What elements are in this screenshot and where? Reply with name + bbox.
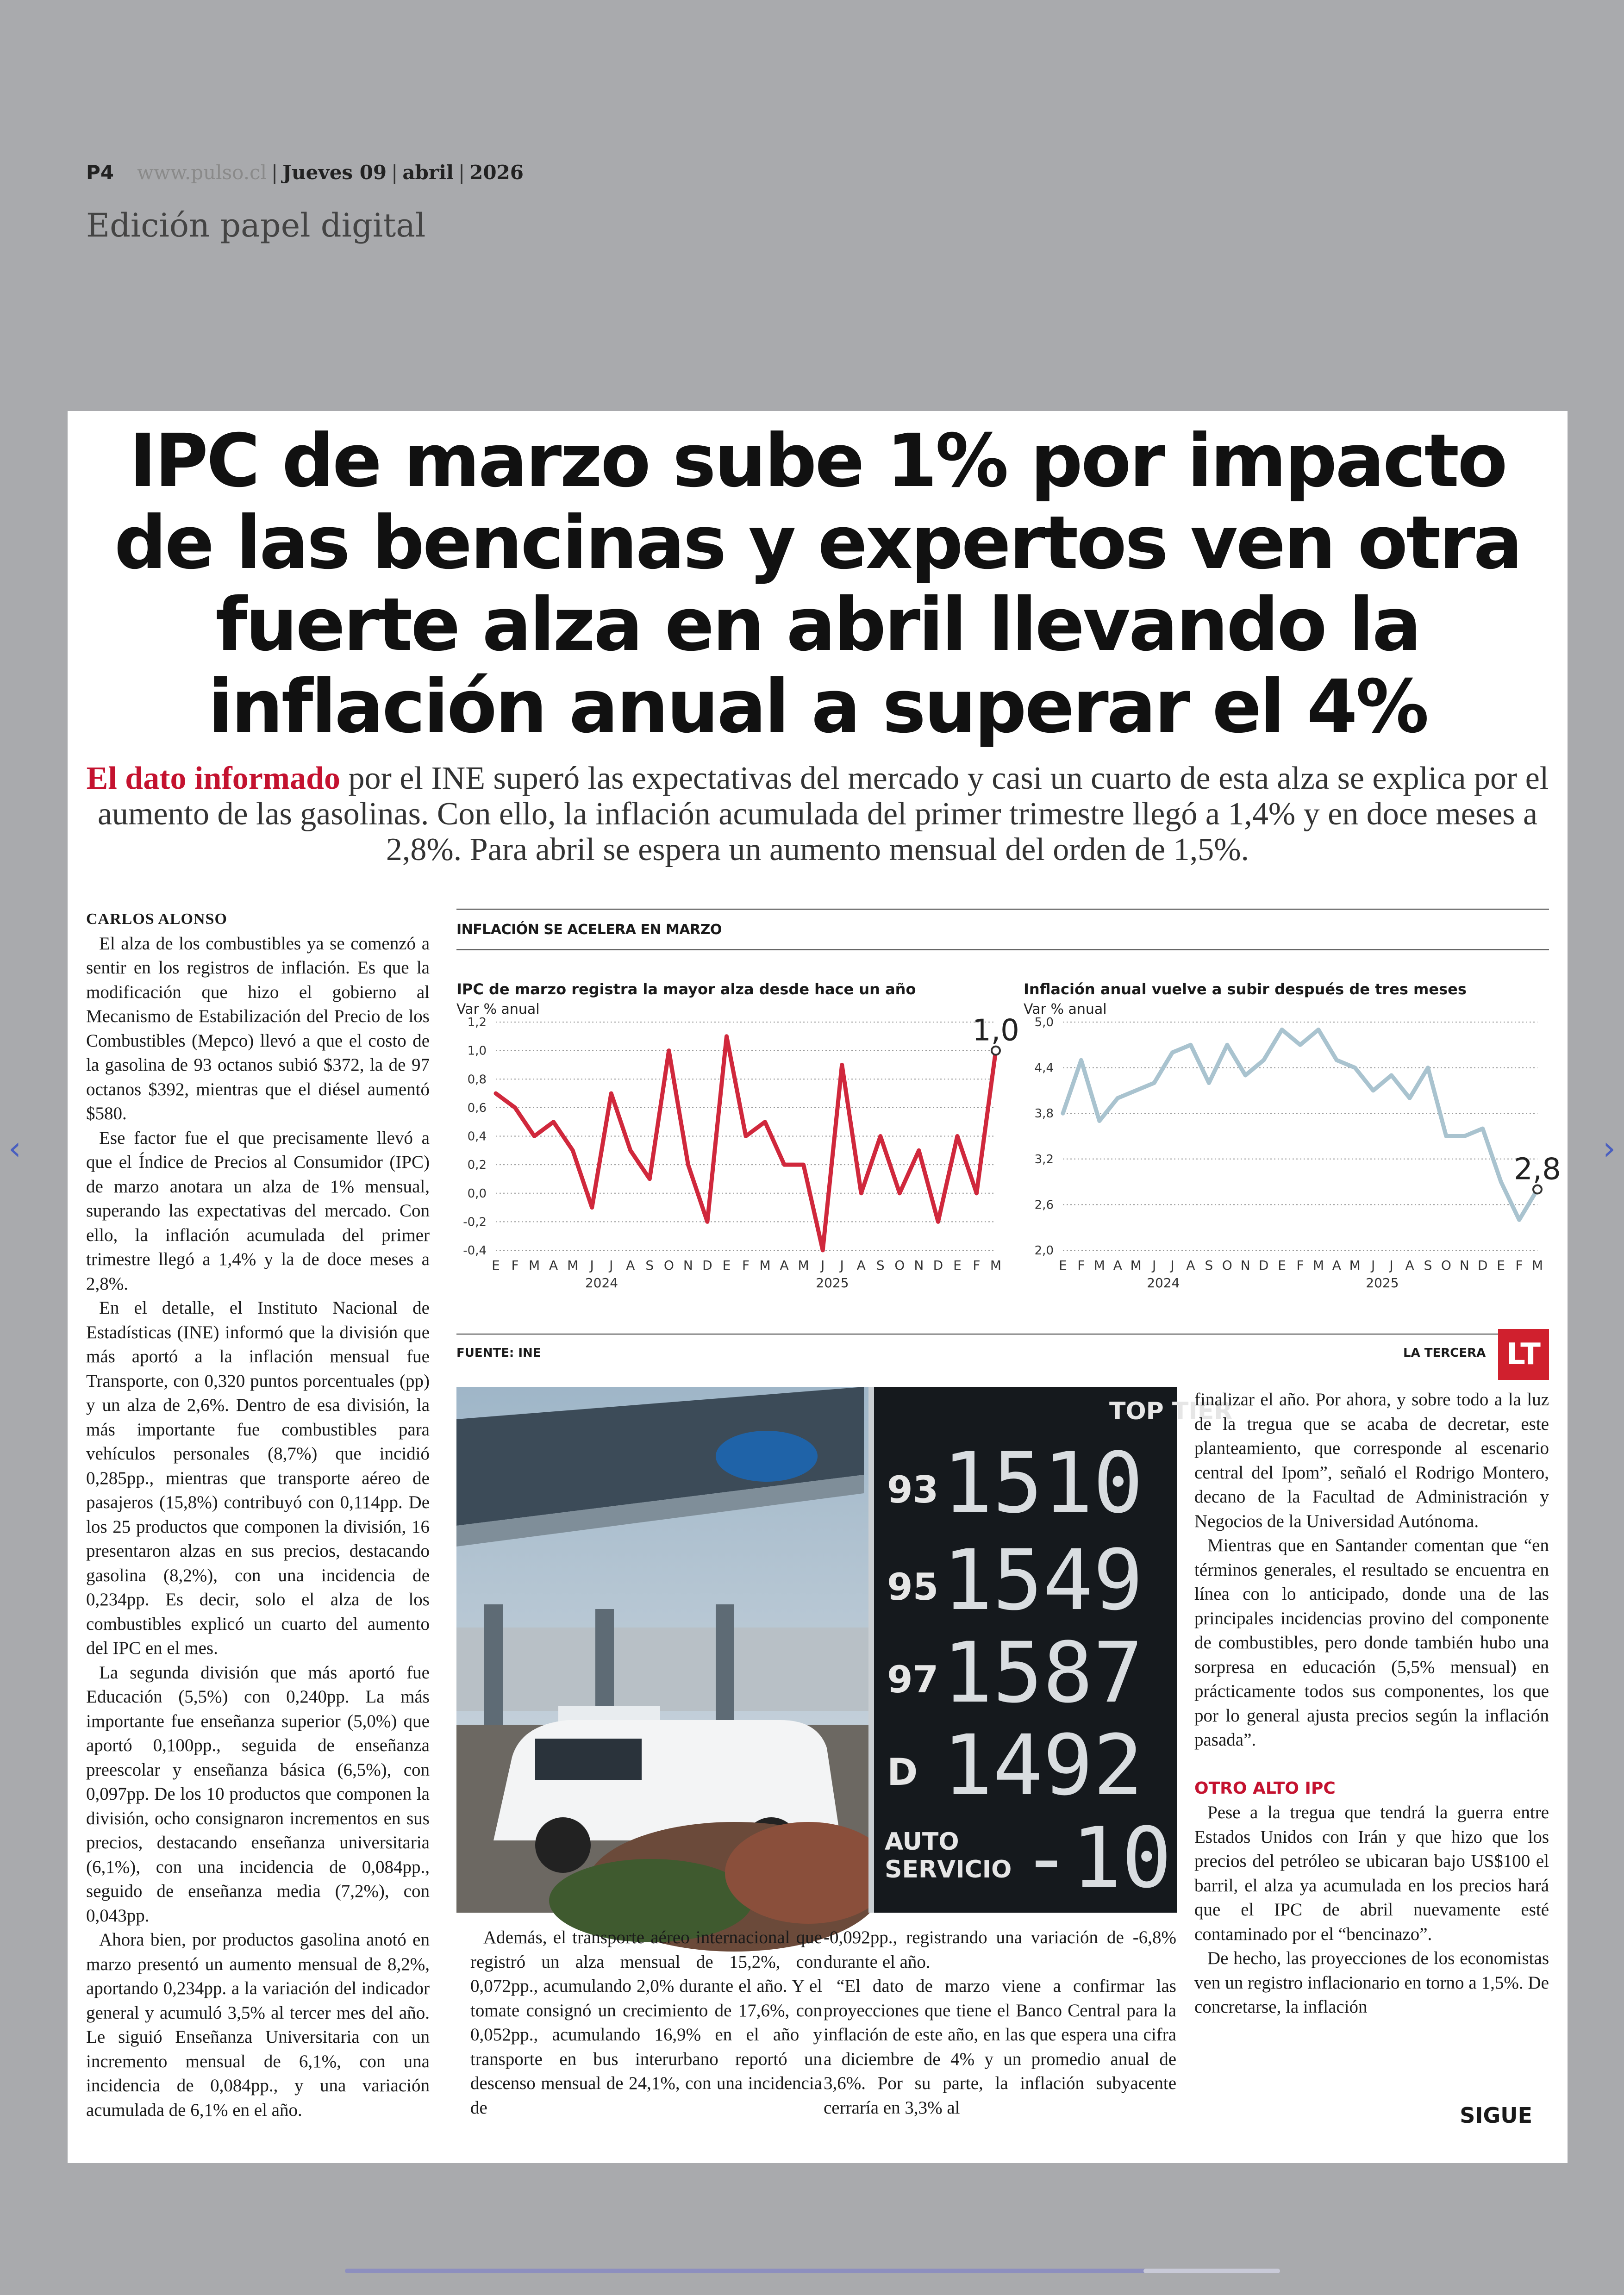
y-tick-label: -0,2 [463, 1215, 487, 1229]
x-tick-label: E [953, 1258, 962, 1273]
x-tick-label: S [876, 1258, 885, 1273]
x-tick-label: F [1515, 1258, 1523, 1273]
x-tick-label: M [759, 1258, 771, 1273]
x-tick-label: F [511, 1258, 519, 1273]
year-label: 2024 [585, 1275, 618, 1291]
x-tick-label: M [1531, 1258, 1543, 1273]
separator: | [391, 161, 398, 184]
x-tick-label: D [702, 1258, 712, 1273]
subheading: OTRO ALTO IPC [1194, 1778, 1336, 1798]
x-tick-label: E [1059, 1258, 1067, 1273]
x-tick-label: F [973, 1258, 981, 1273]
deck-text: por el INE superó las expectativas del mercado y casi un cuarto de esta alza se explica por el aumento de las gasolinas. Con ello, la inflación acumulada del primer trimestre llegó a 1,4% y en doce meses a 2,8%. Para abril se espera un aumento mensual del orden de 1,5%. [97, 761, 1549, 867]
page-number: P4 [86, 161, 114, 184]
x-tick-label: E [1278, 1258, 1286, 1273]
x-tick-label: J [609, 1258, 613, 1273]
x-tick-label: A [1113, 1258, 1122, 1273]
chart-1-title: IPC de marzo registra la mayor alza desde hace un año [456, 980, 916, 998]
y-tick-label: 0,2 [467, 1158, 487, 1172]
y-tick-label: 0,8 [467, 1073, 487, 1087]
x-tick-label: S [1424, 1258, 1432, 1273]
x-tick-label: M [528, 1258, 540, 1273]
y-tick-label: 4,4 [1034, 1061, 1054, 1075]
x-tick-label: M [1130, 1258, 1142, 1273]
x-tick-label: M [990, 1258, 1002, 1273]
paragraph: Ese factor fue el que precisamente llevó a que el Índice de Precios al Consumidor (IPC) de marzo anotara un alza de 1% mensual, superando las expectativas del mercado. Con ello, la inflación acumulada del primer trimestre llegó a 1,4% y la de doce meses a 2,8%. [86, 1128, 430, 1294]
chart-source: FUENTE: INE [456, 1346, 541, 1360]
paragraph: Ahora bien, por productos gasolina anotó en marzo presentó un aumento mensual de 8,2%, aportando 0,234pp. a la variación del indicador general y acumuló 3,5% al tercer mes del año. Le siguió Enseñanza Universitaria con un incremento mensual de 6,1%, con una incidencia de 0,084pp., y una variación acumulada de 6,1% en el año. [86, 1930, 430, 2120]
separator: | [271, 161, 278, 184]
x-tick-label: O [1222, 1258, 1232, 1273]
x-tick-label: M [1312, 1258, 1324, 1273]
x-tick-label: N [1459, 1258, 1469, 1273]
grade-label: 97 [887, 1658, 939, 1701]
chart-1-unit: Var % anual [456, 1001, 540, 1017]
x-tick-label: J [840, 1258, 844, 1273]
x-tick-label: J [1371, 1258, 1375, 1273]
x-tick-label: A [1332, 1258, 1341, 1273]
x-tick-label: N [1240, 1258, 1250, 1273]
year-label: 2025 [1366, 1275, 1399, 1291]
brand-label: LA TERCERA [1403, 1346, 1486, 1360]
y-tick-label: 1,2 [467, 1016, 487, 1029]
separator: | [458, 161, 465, 184]
x-tick-label: E [722, 1258, 731, 1273]
prev-page-arrow-icon[interactable]: ‹ [8, 1129, 21, 1167]
x-tick-label: E [492, 1258, 500, 1273]
y-tick-label: 0,4 [467, 1129, 487, 1144]
x-tick-label: D [933, 1258, 943, 1273]
infographic-title: INFLACIÓN SE ACELERA EN MARZO [456, 922, 722, 938]
x-tick-label: A [856, 1258, 866, 1273]
issue-month: abril [402, 161, 454, 184]
y-tick-label: 2,0 [1034, 1244, 1054, 1258]
chart-2-unit: Var % anual [1024, 1001, 1107, 1017]
headline: IPC de marzo sube 1% por impacto de las bencinas y expertos ven otra fuerte alza en abril llevando la inflación anual a superar el 4% [114, 418, 1521, 749]
edition-label: Edición papel digital [86, 206, 426, 244]
paragraph: De hecho, las proyecciones de los economistas ven un registro inflacionario en torno a 1,5%. De concretarse, la inflación [1194, 1948, 1549, 2017]
issue-day: Jueves 09 [282, 161, 387, 184]
end-value-label: 1,0 [972, 1013, 1019, 1048]
x-tick-label: A [780, 1258, 789, 1273]
next-page-arrow-icon[interactable]: › [1603, 1129, 1616, 1167]
grade-label: 93 [887, 1468, 939, 1511]
byline: CARLOS ALONSO [86, 911, 227, 928]
end-value-label: 2,8 [1514, 1152, 1561, 1187]
paragraph: Mientras que en Santander comentan que “en términos generales, el resultado se encuentra en línea con lo anticipado, donde una de las principales incidencias provino del componente de combustibles, pero donde también hubo una sorpresa en educación (5,5% mensual) en prácticamente todos sus componentes, los que por lo general ajusta precios según la inflación pasada”. [1194, 1535, 1549, 1750]
paragraph: finalizar el año. Por ahora, y sobre todo a la luz de la tregua que se acaba de decretar, este planteamiento, que corresponde al escenario central del Ipom”, señaló el Rodrigo Montero, decano de la Facultad de Administración y Negocios de la Universidad Autónoma. [1194, 1390, 1549, 1531]
x-tick-label: M [1093, 1258, 1105, 1273]
x-tick-label: A [626, 1258, 635, 1273]
x-tick-label: S [645, 1258, 654, 1273]
year-label: 2024 [1147, 1275, 1180, 1291]
chart-2-title: Inflación anual vuelve a subir después de tres meses [1024, 980, 1467, 998]
y-tick-label: 5,0 [1034, 1016, 1054, 1029]
continues-label: SIGUE [1460, 2103, 1532, 2128]
x-tick-label: J [821, 1258, 825, 1273]
paragraph: Además, el transporte aéreo internacional que registró un alza mensual de 15,2%, con 0,072pp., acumulando 2,0% durante el año. Y el tomate consignó un crecimiento de 17,6%, con 0,052pp., acumulando 16,9% en el año y transporte en bus interurbano reportó un descenso mensual de 24,1%, con una incidencia de [470, 1927, 822, 2118]
paragraph: El alza de los combustibles ya se comenzó a sentir en los registros de inflación. Es que la modificación que hizo el gobierno al Mecanismo de Estabilización del Precio de los Combustibles (Mepco) llevó a que el costo de la gasolina de 93 octanos subió $372, la de 97 octanos $392, mientras que el diésel aumentó $580. [86, 933, 430, 1123]
y-tick-label: 3,2 [1034, 1152, 1054, 1166]
x-tick-label: M [567, 1258, 579, 1273]
x-tick-label: J [1389, 1258, 1393, 1273]
x-tick-label: M [1349, 1258, 1361, 1273]
self-service-value: -10 [1021, 1810, 1172, 1907]
x-tick-label: J [1170, 1258, 1174, 1273]
x-tick-label: A [1186, 1258, 1195, 1273]
x-tick-label: J [1152, 1258, 1156, 1273]
x-tick-label: D [1258, 1258, 1269, 1273]
self-service-label: SERVICIO [885, 1856, 1012, 1883]
x-tick-label: F [742, 1258, 750, 1273]
x-tick-label: D [1477, 1258, 1488, 1273]
price-value: 1492 [943, 1717, 1143, 1814]
deck-lead: El dato informado [86, 761, 341, 796]
price-value: 1510 [943, 1435, 1143, 1532]
x-tick-label: O [663, 1258, 674, 1273]
paragraph: “El dato de marzo viene a confirmar las proyecciones que tiene el Banco Central para la inflación de este año, en las que espera una cifra a diciembre de 4% y un promedio anual de 3,6%. Por su parte, la inflación subyacente cerraría en 3,3% al [824, 1976, 1176, 2118]
grade-label: D [887, 1751, 918, 1794]
self-service-label: AUTO [885, 1828, 959, 1856]
x-tick-label: S [1205, 1258, 1213, 1273]
x-tick-label: F [1077, 1258, 1085, 1273]
x-tick-label: M [798, 1258, 809, 1273]
x-tick-label: F [1296, 1258, 1304, 1273]
x-tick-label: A [549, 1258, 558, 1273]
y-tick-label: -0,4 [463, 1244, 487, 1258]
y-tick-label: 0,0 [467, 1186, 487, 1201]
paragraph: La segunda división que más aportó fue Educación (5,5%) con 0,240pp. La más importante fue enseñanza superior (5,0%) que aportó 0,100pp., seguida de enseñanza preescolar y enseñanza básica (6,5%), con 0,097pp. De los 10 productos que componen la división, ocho consignaron incrementos en sus precios, destacando enseñanza universitaria (6,1%), con una incidencia de 0,084pp., seguido de enseñanza media (7,2%), con 0,043pp. [86, 1662, 430, 1926]
grade-label: 95 [887, 1565, 939, 1609]
x-tick-label: O [894, 1258, 905, 1273]
issue-year: 2026 [469, 161, 524, 184]
x-tick-label: N [683, 1258, 693, 1273]
x-tick-label: J [590, 1258, 594, 1273]
site-link[interactable]: www.pulso.cl [137, 161, 267, 184]
y-tick-label: 0,6 [467, 1101, 487, 1115]
y-tick-label: 3,8 [1034, 1107, 1054, 1121]
paragraph: Pese a la tregua que tendrá la guerra entre Estados Unidos con Irán y que hizo que los precios del petróleo se ubicaran bajo US$100 el barril, el alza ya acumulada en los precios hará que el IPC de abril nuevamente esté contaminado por el “bencinazo”. [1194, 1802, 1549, 1944]
pump-brand: TOP TIER [1109, 1397, 1233, 1425]
paragraph: En el detalle, el Instituto Nacional de Estadísticas (INE) informó que la división que más aportó a la inflación mensual fue Transporte, con 0,320 puntos porcentuales (pp) y un alza de 2,6%. Dentro de esa división, la más importante fue combustibles para vehículos personales (8,7%) que incidió 0,285pp., mientras que transporte aéreo de pasajeros (15,8%) contribuyó con 0,114pp. De los 25 productos que componen la división, 16 presentaron alzas en sus precios, destacando gasolina (8,2%), con una incidencia de 0,234pp. Es decir, solo el alza de los combustibles explicó un cuarto del aumento del IPC en el mes. [86, 1298, 430, 1658]
x-tick-label: A [1405, 1258, 1414, 1273]
y-tick-label: 1,0 [467, 1044, 487, 1058]
paragraph: -0,092pp., registrando una variación de -6,8% durante el año. [824, 1927, 1176, 1972]
x-tick-label: O [1441, 1258, 1451, 1273]
y-tick-label: 2,6 [1034, 1198, 1054, 1212]
year-label: 2025 [816, 1275, 849, 1291]
x-tick-label: E [1497, 1258, 1505, 1273]
x-tick-label: N [914, 1258, 924, 1273]
price-value: 1549 [943, 1532, 1143, 1629]
price-value: 1587 [943, 1625, 1143, 1721]
la-tercera-logo: LT [1498, 1329, 1549, 1380]
